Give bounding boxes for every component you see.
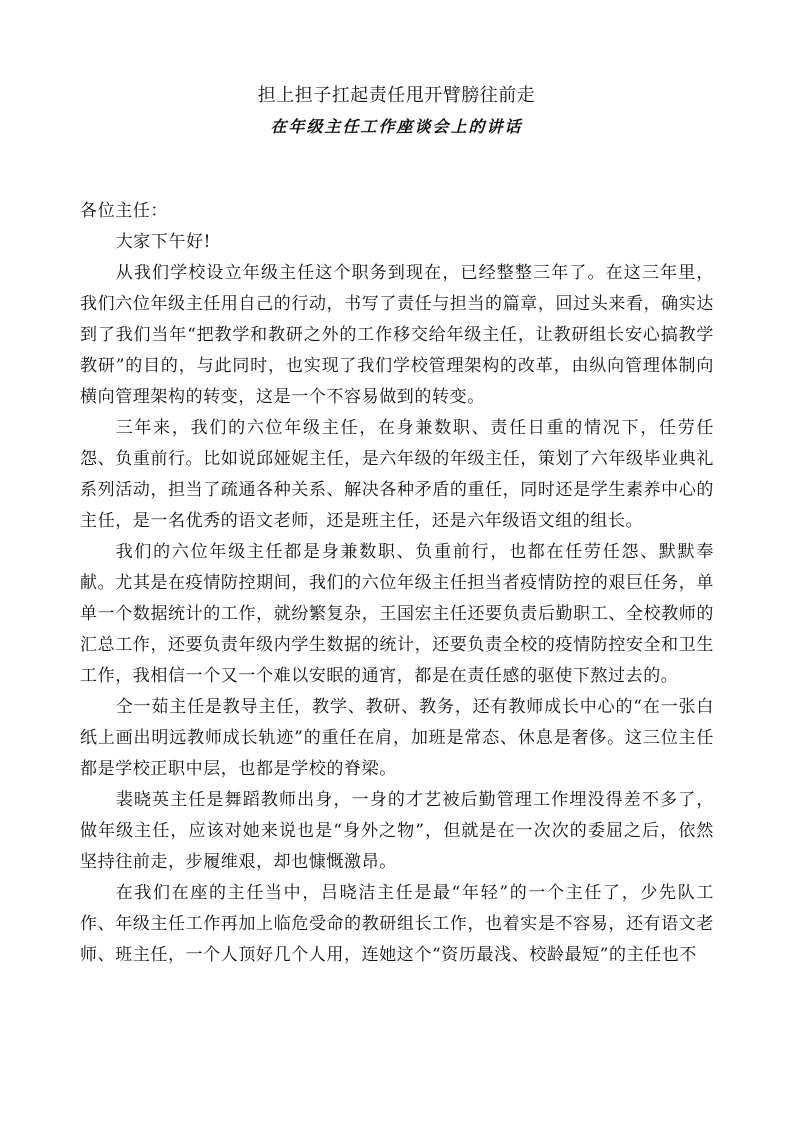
- body-paragraph: 三年来，我们的六位年级主任，在身兼数职、责任日重的情况下，任劳任怨、负重前行。比如说邱娅妮主任，是六年级的年级主任，策划了六年级毕业典礼系列活动，担当了疏通各种关系、解决各种矛盾的重任，同时还是学生素养中心的主任，是一名优秀的语文老师，还是班主任，还是六年级语文组的组长。: [80, 418, 714, 531]
- greeting-paragraph: 大家下午好!: [115, 232, 212, 252]
- document-title: 担上担子扛起责任甩开臂膀往前走: [257, 85, 536, 106]
- body-paragraph: 在我们在座的主任当中，吕晓洁主任是最“年轻”的一个主任了，少先队工作、年级主任工作再加上临危受命的教研组长工作，也着实是不容易，还有语文老师、班主任，一个人顶好几个人用，连她这个“资历最浅、校龄最短”的主任也不: [80, 883, 714, 965]
- body-paragraph: 从我们学校设立年级主任这个职务到现在，已经整整三年了。在这三年里，我们六位年级主任用自己的行动，书写了责任与担当的篇章，回过头来看，确实达到了我们当年“把教学和教研之外的工作移交给年级主任，让教研组长安心搞教学教研”的目的，与此同时，也实现了我们学校管理架构的改革，由纵向管理体制向横向管理架构的转变，这是一个不容易做到的转变。: [80, 263, 714, 407]
- body-paragraph: 仝一茹主任是教导主任，教学、教研、教务，还有教师成长中心的“在一张白纸上画出明远教师成长轨迹”的重任在肩，加班是常态、休息是奢侈。这三位主任都是学校正职中层，也都是学校的脊梁。: [80, 697, 714, 779]
- document-subtitle: 在年级主任工作座谈会上的讲话: [270, 117, 523, 136]
- document-body: [80, 196, 714, 971]
- salutation: 各位主任：: [80, 201, 168, 221]
- body-paragraph: 裴晓英主任是舞蹈教师出身，一身的才艺被后勤管理工作埋没得差不多了，做年级主任，应该对她来说也是“身外之物”，但就是在一次次的委屈之后，依然坚持往前走，步履维艰，却也慷慨激昂。: [80, 790, 714, 872]
- body-paragraph: 我们的六位年级主任都是身兼数职、负重前行，也都在任劳任怨、默默奉献。尤其是在疫情防控期间，我们的六位年级主任担当者疫情防控的艰巨任务，单单一个数据统计的工作，就纷繁复杂，王国宏主任还要负责后勤职工、全校教师的汇总工作，还要负责年级内学生数据的统计，还要负责全校的疫情防控安全和卫生工作，我相信一个又一个难以安眠的通宵，都是在责任感的驱使下熬过去的。: [80, 542, 714, 686]
